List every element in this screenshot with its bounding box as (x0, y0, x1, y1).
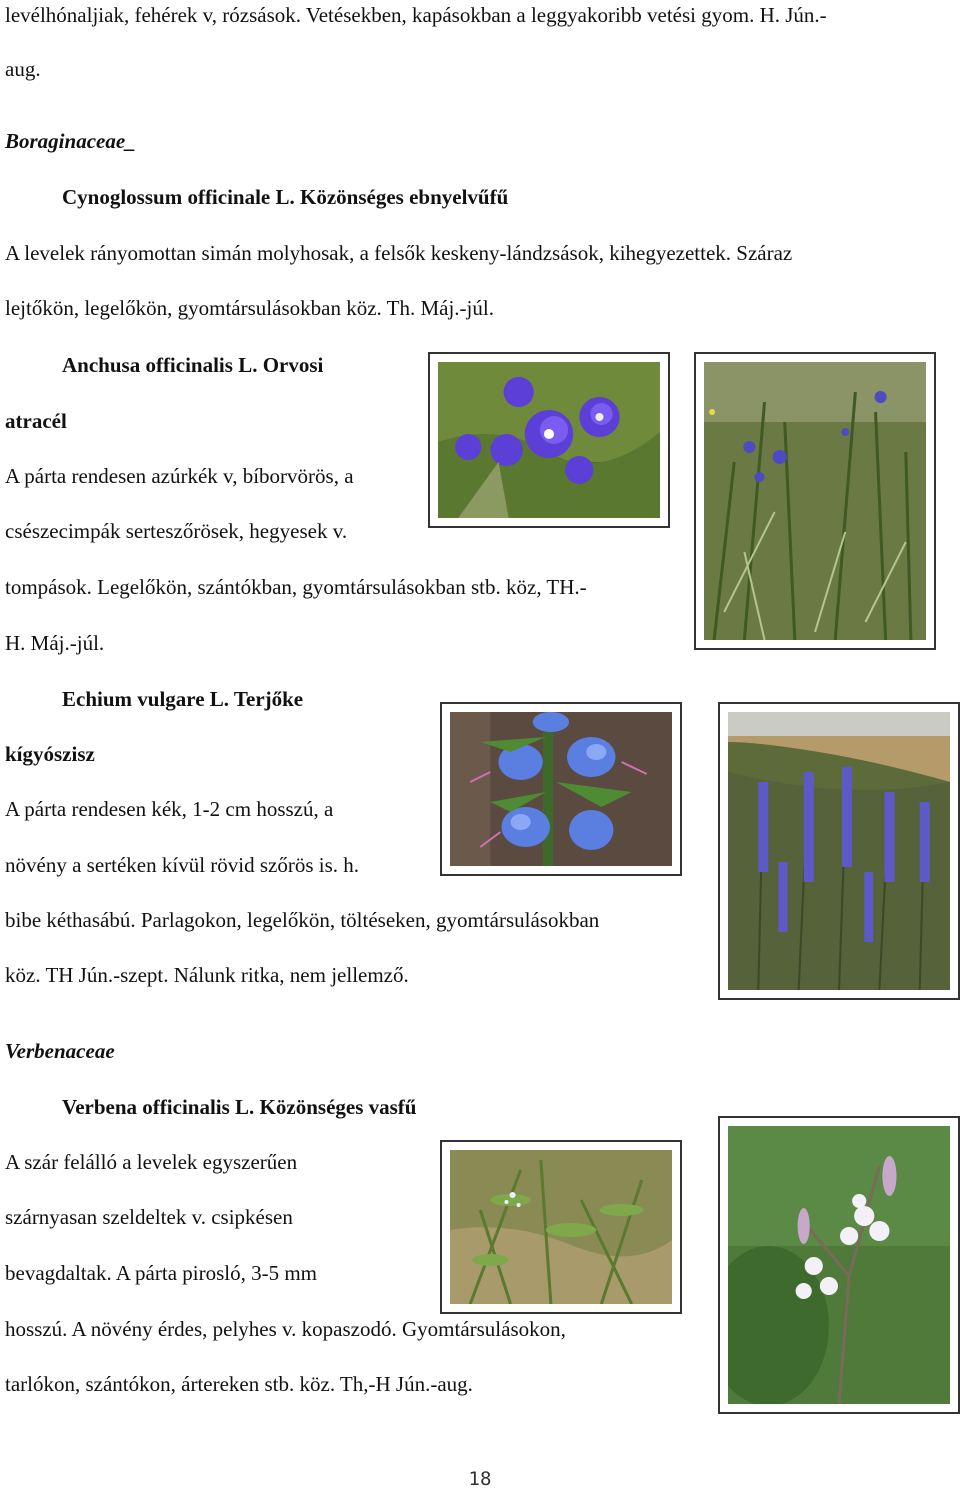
species-title-echium: Echium vulgare L. Terjőke (62, 687, 304, 711)
species-title-anchusa: Anchusa officinalis L. Orvosi (62, 353, 324, 377)
species-description: A párta rendesen azúrkék v, bíborvörös, a (5, 464, 354, 488)
photo-anchusa-habit (694, 352, 936, 650)
text-line: levélhónaljiak, fehérek v, rózsások. Vetésekben, kapásokban a leggyakoribb vetési gyom. H. Jún.- (5, 3, 827, 27)
species-description: A szár felálló a levelek egyszerűen (5, 1150, 298, 1174)
species-description: H. Máj.-júl. (5, 631, 105, 655)
page-number: 18 (468, 1468, 492, 1490)
photo-echium-habit (718, 702, 960, 1000)
species-description: tarlókon, szántókon, ártereken stb. köz. Th,-H Jún.-aug. (5, 1372, 473, 1396)
species-title-anchusa-cont: atracél (5, 409, 67, 433)
photo-echium-closeup (440, 702, 682, 876)
species-description: csészecimpák serteszőrösek, hegyesek v. (5, 519, 348, 543)
species-title-echium-cont: kígyószisz (5, 742, 95, 766)
photo-verbena-closeup (718, 1116, 960, 1414)
species-description: bevagdaltak. A párta pirosló, 3-5 mm (5, 1261, 318, 1285)
species-description: A párta rendesen kék, 1-2 cm hosszú, a (5, 797, 334, 821)
species-description: A levelek rányomottan simán molyhosak, a felsők keskeny-lándzsások, kihegyezettek. Száraz (5, 241, 793, 265)
text-line: aug. (5, 57, 41, 81)
family-heading-boraginaceae: Boraginaceae_ (5, 129, 136, 153)
species-description: köz. TH Jún.-szept. Nálunk ritka, nem jellemző. (5, 963, 409, 987)
species-description: szárnyasan szeldeltek v. csipkésen (5, 1205, 293, 1229)
species-description: növény a sertéken kívül rövid szőrös is. h. (5, 853, 360, 877)
family-heading-verbenaceae: Verbenaceae (5, 1039, 115, 1063)
photo-verbena-habit (440, 1140, 682, 1314)
photo-anchusa-closeup (428, 352, 670, 528)
species-description: hosszú. A növény érdes, pelyhes v. kopaszodó. Gyomtársulásokon, (5, 1317, 566, 1341)
species-description: bibe kéthasábú. Parlagokon, legelőkön, töltéseken, gyomtársulásokban (5, 908, 600, 932)
species-description: lejtőkön, legelőkön, gyomtársulásokban köz. Th. Máj.-júl. (5, 296, 494, 320)
species-title-cynoglossum: Cynoglossum officinale L. Közönséges ebnyelvűfű (62, 185, 509, 209)
species-description: tompások. Legelőkön, szántókban, gyomtársulásokban stb. köz, TH.- (5, 575, 587, 599)
species-title-verbena: Verbena officinalis L. Közönséges vasfű (62, 1095, 417, 1119)
